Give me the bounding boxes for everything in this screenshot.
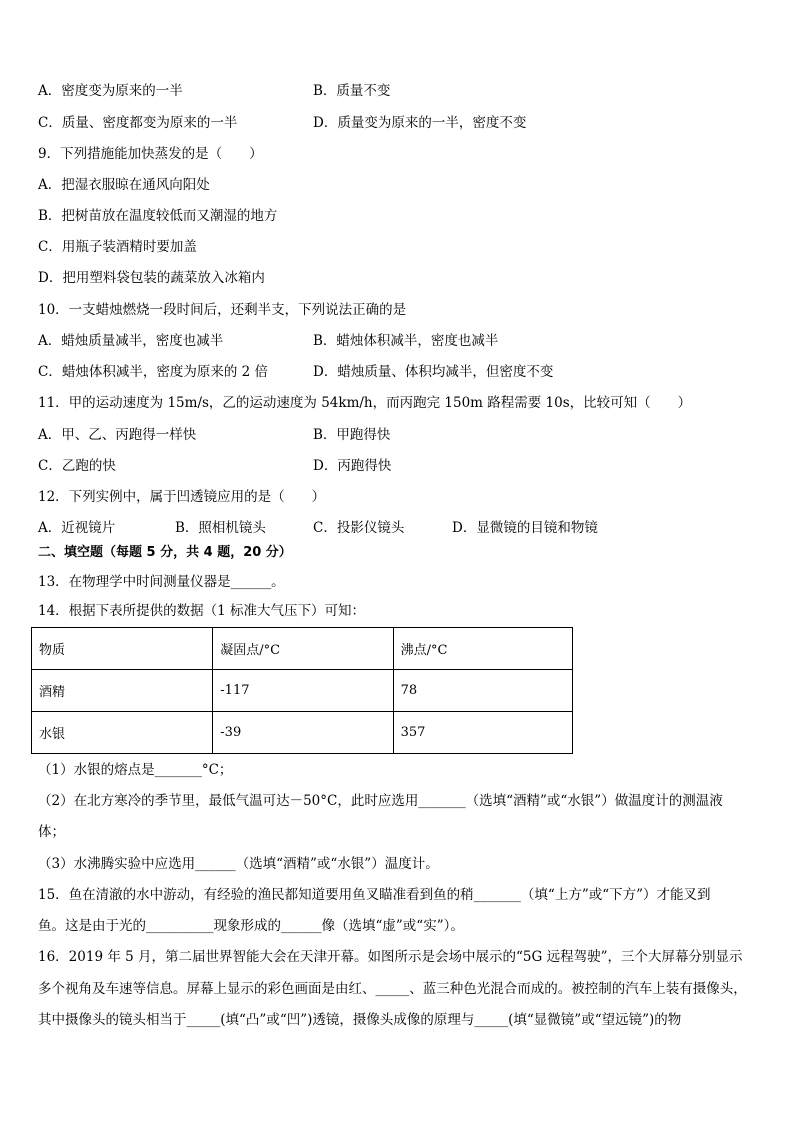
q14-part3: （3）水沸腾实验中应选用______（选填“酒精”或“水银”）温度计。 [38,856,439,872]
q10-stem: 10．一支蜡烛燃烧一段时间后，还剩半支，下列说法正确的是 [38,302,407,318]
q15-line1: 15．鱼在清澈的水中游动，有经验的渔民都知道要用鱼叉瞄准看到鱼的稍_______（填“上方”或“下方”）才能叉到 [38,887,711,903]
q9-option-a: A．把湿衣服晾在通风向阳处 [38,177,210,193]
q11-option-c: C．乙跑的快 [38,458,116,474]
q8-option-d: D．质量变为原来的一半，密度不变 [313,115,527,131]
table-cell: -39 [213,712,393,754]
q9-option-d: D．把用塑料袋包装的蔬菜放入冰箱内 [38,270,265,286]
table-row [32,712,573,754]
q14-part1: （1）水银的熔点是_______°C； [38,762,233,778]
table-header-row [32,628,573,670]
table-row [32,670,573,712]
q16-line2: 多个视角及车速等信息。屏幕上显示的彩色画面是由红、_____、蓝三种色光混合而成的。被控制的汽车上装有摄像头， [38,981,747,997]
q13-stem: 13．在物理学中时间测量仪器是______。 [38,574,285,590]
q9-option-c: C．用瓶子装酒精时要加盖 [38,239,197,255]
q10-option-d: D．蜡烛质量、体积均减半，但密度不变 [313,364,554,380]
q8-option-a: A．密度变为原来的一半 [38,83,183,99]
table-cell: -117 [213,670,393,712]
table-header-cell: 物质 [32,628,213,670]
table-cell: 水银 [32,712,213,754]
table-cell: 78 [393,670,572,712]
substance-data-table [31,627,573,754]
q15-line2: 鱼。这是由于光的__________现象形成的______像（选填“虚”或“实”）。 [38,918,464,934]
q16-line3: 其中摄像头的镜头相当于_____(填“凸”或“凹”)透镜，摄像头成像的原理与_____(填“显微镜”或“望远镜”)的物 [38,1012,682,1028]
table-cell: 357 [393,712,572,754]
q10-option-b: B．蜡烛体积减半，密度也减半 [313,333,499,349]
q12-option-d: D．显微镜的目镜和物镜 [452,520,598,536]
table-header-cell: 沸点/°C [393,628,572,670]
q8-option-c: C．质量、密度都变为原来的一半 [38,115,238,131]
table-cell: 酒精 [32,670,213,712]
q9-option-b: B．把树苗放在温度较低而又潮湿的地方 [38,208,278,224]
section-heading-fill-in: 二、填空题（每题 5 分，共 4 题，20 分） [38,545,292,560]
table-header-cell: 凝固点/°C [213,628,393,670]
q9-stem: 9．下列措施能加快蒸发的是（ ） [38,146,263,162]
q11-option-b: B．甲跑得快 [313,427,391,443]
q12-option-a: A．近视镜片 [38,520,116,536]
q12-option-c: C．投影仪镜头 [313,520,405,536]
q11-stem: 11．甲的运动速度为 15m/s，乙的运动速度为 54km/h，而丙跑完 150m 路程需要 10s，比较可知（ ） [38,395,692,411]
q12-option-b: B．照相机镜头 [175,520,266,536]
q10-option-c: C．蜡烛体积减半，密度为原来的 2 倍 [38,364,269,380]
q11-option-d: D．丙跑得快 [313,458,392,474]
q10-option-a: A．蜡烛质量减半，密度也减半 [38,333,224,349]
q14-part2-line1: （2）在北方寒冷的季节里，最低气温可达－50°C，此时应选用_______（选填“酒精”或“水银”）做温度计的测温液 [38,793,723,809]
q12-stem: 12．下列实例中，属于凹透镜应用的是（ ） [38,489,326,505]
q11-option-a: A．甲、乙、丙跑得一样快 [38,427,197,443]
q14-stem: 14．根据下表所提供的数据（1 标准大气压下）可知： [38,603,366,619]
q8-option-b: B．质量不变 [313,83,391,99]
q16-line1: 16．2019 年 5 月，第二届世界智能大会在天津开幕。如图所示是会场中展示的“5G 远程驾驶”，三个大屏幕分别显示 [38,949,743,965]
q14-part2-line2: 体； [38,824,65,840]
